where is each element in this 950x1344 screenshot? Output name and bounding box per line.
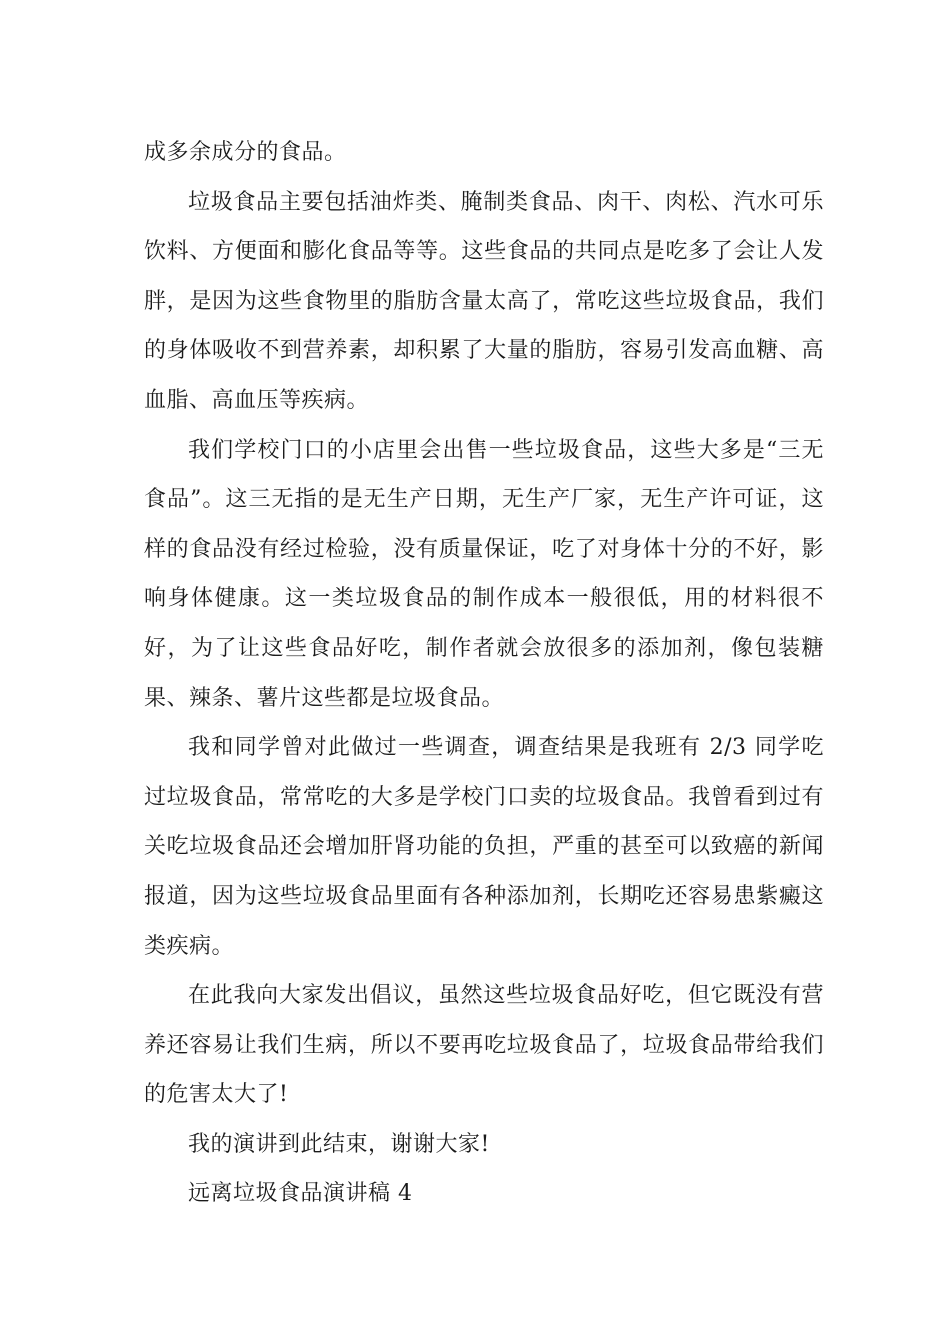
section-heading: 远离垃圾食品演讲稿 4 xyxy=(188,1181,413,1207)
paragraph-continuation: 成多余成分的食品。 xyxy=(144,140,347,165)
paragraph-school-shop: 我们学校门口的小店里会出售一些垃圾食品，这些大多是“三无食品”。这三无指的是无生产日期，无生产厂家，无生产许可证，这样的食品没有经过检验，没有质量保证，吃了对身体十分的不好，影响身体健康。这一类垃圾食品的制作成本一般很低，用的材料很不好，为了让这些食品好吃，制作者就会放很多的添加剂，像包装糖果、辣条、薯片这些都是垃圾食品。 xyxy=(144,437,824,711)
paragraph-junk-food-types: 垃圾食品主要包括油炸类、腌制类食品、肉干、肉松、汽水可乐饮料、方便面和膨化食品等等。这些食品的共同点是吃多了会让人发胖，是因为这些食物里的脂肪含量太高了，常吃这些垃圾食品，我们的身体吸收不到营养素，却积累了大量的脂肪，容易引发高血糖、高血脂、高血压等疾病。 xyxy=(144,189,824,413)
paragraph-survey: 我和同学曾对此做过一些调查，调查结果是我班有 2/3 同学吃过垃圾食品，常常吃的大多是学校门口卖的垃圾食品。我曾看到过有关吃垃圾食品还会增加肝肾功能的负担，严重的甚至可以致癌的新闻报道，因为这些垃圾食品里面有各种添加剂，长期吃还容易患紫癜这类疾病。 xyxy=(144,735,824,959)
paragraph-closing: 我的演讲到此结束，谢谢大家! xyxy=(188,1131,490,1157)
paragraph-proposal: 在此我向大家发出倡议，虽然这些垃圾食品好吃，但它既没有营养还容易让我们生病，所以不要再吃垃圾食品了，垃圾食品带给我们的危害太大了! xyxy=(144,983,824,1108)
document-body xyxy=(144,128,824,1219)
